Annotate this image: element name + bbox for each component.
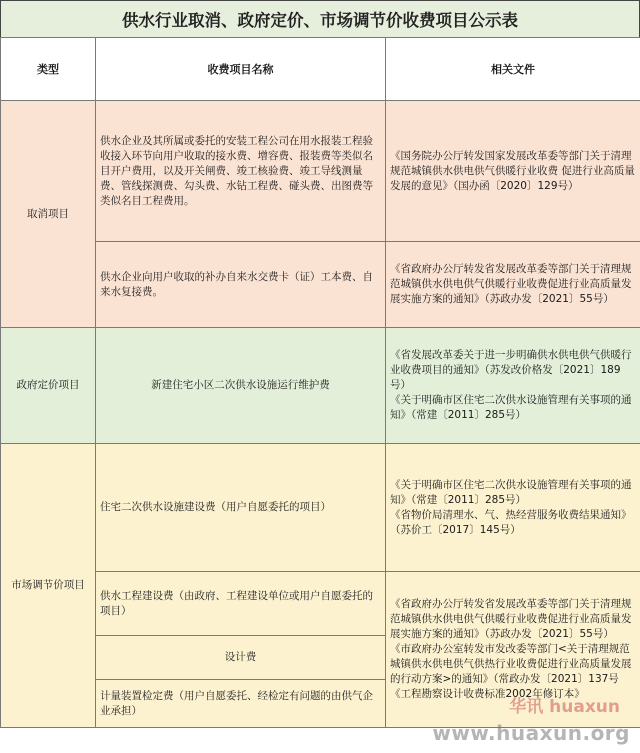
type-cell-cancel: 取消项目 [1,101,96,328]
type-cell-market: 市场调节价项目 [1,444,96,728]
table-row [1,328,640,444]
item-cell: 住宅二次供水设施建设费（用户自愿委托的项目） [96,444,386,572]
item-cell: 新建住宅小区二次供水设施运行维护费 [96,328,386,444]
doc-cell: 《国务院办公厅转发国家发展改革委等部门关于清理规范城镇供水供电供气供暖行业收费 促进行业高质量发展的意见》（国办函〔2020〕129号） [386,101,640,242]
doc-line: 《市政府办公室转发市发改委等部门<关于清理规范城镇供水供电供气供热行业收费促进行业高质量发展的行动方案>的通知》（常政办发〔2021〕137号 [390,643,632,685]
doc-cell [386,444,640,572]
type-cell-gov: 政府定价项目 [1,328,96,444]
doc-line: 《关于明确市区住宅二次供水设施管理有关事项的通知》（常建〔2011〕285号） [390,478,632,506]
table-header-row [1,38,640,101]
doc-line: 《省政府办公厅转发省发展改革委等部门关于清理规范城镇供水供电供气供暖行业收费促进行业高质量发展实施方案的通知》（苏政办发〔2021〕55号） [390,598,632,640]
table-row [1,242,640,328]
doc-line: 《关于明确市区住宅二次供水设施管理有关事项的通知》（常建〔2011〕285号） [390,394,632,421]
header-docs: 相关文件 [386,38,640,101]
item-cell: 设计费 [96,636,386,680]
doc-line: 《省物价局清理水、气、热经营服务收费结果通知》（苏价工〔2017〕145号） [390,508,632,536]
header-type: 类型 [1,38,96,101]
doc-cell [386,328,640,444]
watermark-brand: 华讯 huaxun [509,697,620,717]
doc-cell: 《省政府办公厅转发省发展改革委等部门关于清理规范城镇供水供电供气供暖行业收费促进行业高质量发展实施方案的通知》（苏政办发〔2021〕55号） [386,242,640,328]
table-row [1,101,640,242]
fee-table [0,37,640,728]
table-row [1,572,640,636]
doc-line: 《省发展改革委关于进一步明确供水供电供气供暖行业收费项目的通知》（苏发改价格发〔2021〕189号） [390,349,632,391]
doc-line: 《工程勘察设计收费标准2002年修订本》 [390,688,585,700]
page-title: 供水行业取消、政府定价、市场调节价收费项目公示表 [0,0,640,38]
item-cell: 供水工程建设费（由政府、工程建设单位或用户自愿委托的项目） [96,572,386,636]
item-cell: 计量装置检定费（用户自愿委托、经检定有问题的由供气企业承担） [96,680,386,728]
header-name: 收费项目名称 [96,38,386,101]
table-row [1,444,640,572]
item-cell: 供水企业及其所属或委托的安装工程公司在用水报装工程验收接入环节向用户收取的接水费、增容费、报装费等类似名目开户费用，以及开关闸费、竣工核验费、竣工导线测量费、管线探测费、勾头费、水钻工程费、碰头费、出图费等类似名目工程费用。 [96,101,386,242]
watermark-site: www.huaxun.org [432,721,630,745]
item-cell: 供水企业向用户收取的补办自来水交费卡（证）工本费、自来水复接费。 [96,242,386,328]
